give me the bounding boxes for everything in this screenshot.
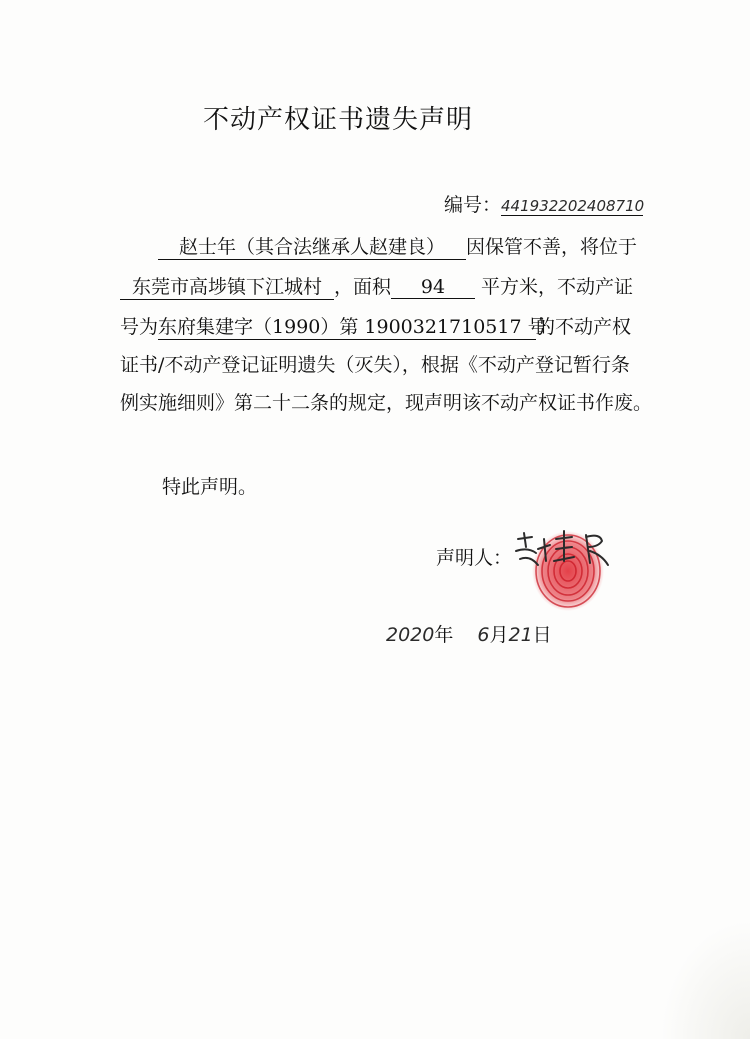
date-month-unit: 月: [489, 624, 509, 646]
date-day-unit: 日: [532, 624, 552, 646]
declarant-label: 声明人：: [436, 547, 513, 569]
area-unit: 平方米，不动产证: [481, 276, 634, 298]
handwritten-signature: [512, 525, 622, 575]
certificate-number: 东府集建字（1990）第 1900321710517 号: [158, 312, 536, 340]
number-label: 编号：: [444, 194, 502, 216]
statement-line-1: [158, 232, 637, 260]
number-row: [444, 190, 643, 217]
statement-line-5: 例实施细则》第二十二条的规定，现声明该不动产权证书作废。: [120, 392, 653, 414]
statement-line-4: 证书/不动产登记证明遗失（灭失），根据《不动产登记暂行条: [120, 354, 630, 376]
date-row: [386, 620, 552, 647]
document-title: 不动产权证书遗失声明: [203, 105, 474, 135]
date-day: 21: [508, 624, 533, 646]
owner-name: 赵士年（其合法继承人赵建良）: [158, 232, 466, 260]
statement-line-2: [120, 272, 633, 300]
area-label: ，面积: [334, 276, 392, 298]
number-value: 441932202408710: [501, 197, 645, 215]
date-year-unit: 年: [434, 624, 454, 646]
paper-stain: [660, 919, 750, 1039]
date-year: 2020: [386, 624, 435, 646]
cert-prefix: 号为: [120, 316, 159, 338]
statement-text-2: 的不动产权: [536, 316, 632, 338]
statement-line-3: [120, 312, 631, 340]
area-value: 94: [391, 276, 475, 299]
closing-text: 特此声明。: [162, 476, 258, 498]
date-month: 6: [477, 624, 490, 646]
statement-text-1: 因保管不善，将位于: [466, 236, 638, 258]
property-location: 东莞市高埗镇下江城村: [120, 272, 334, 300]
